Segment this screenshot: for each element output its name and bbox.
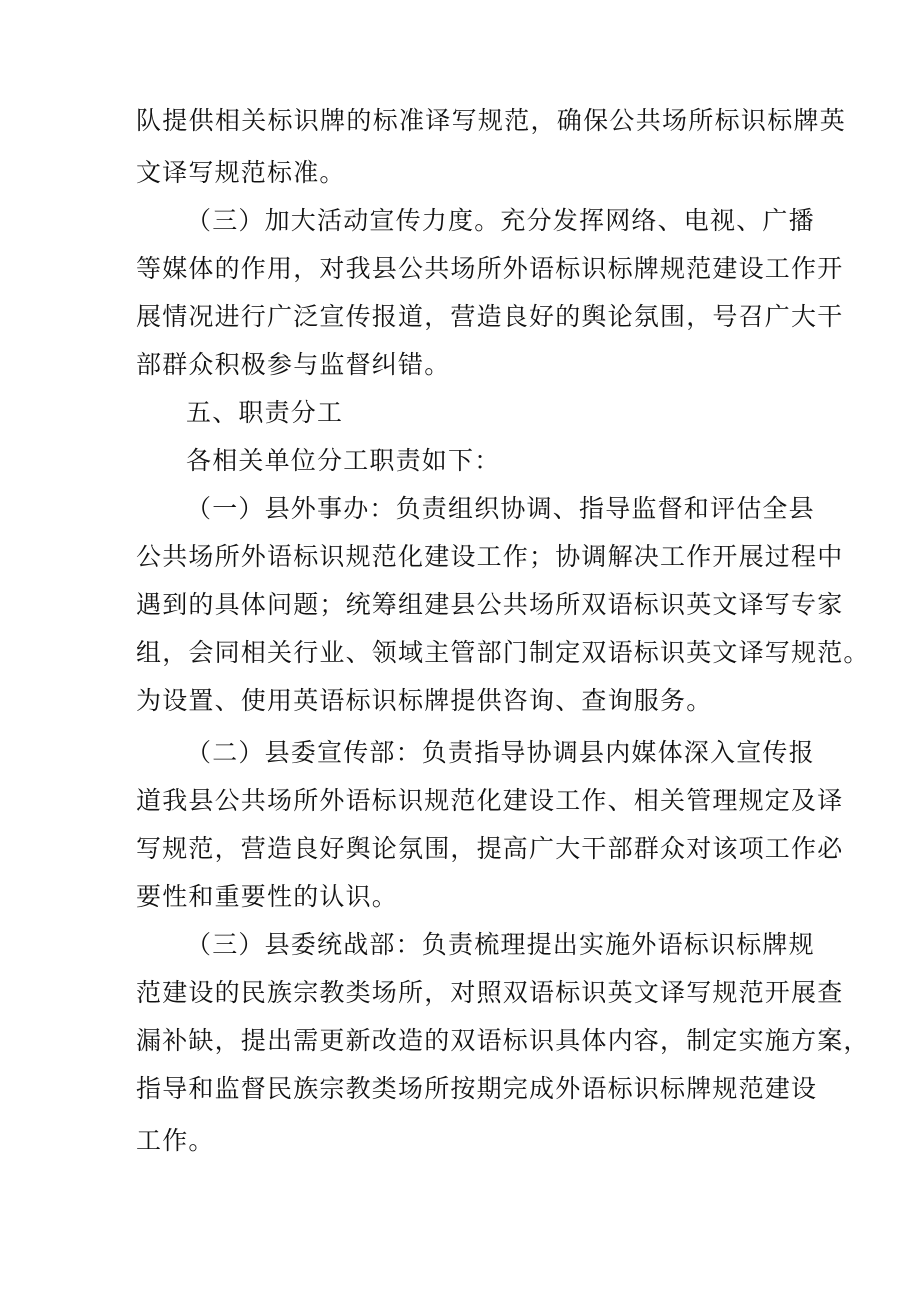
paragraph-line: 道我县公共场所外语标识规范化建设工作、相关管理规定及译 [136,786,844,815]
paragraph-line: （二）县委宣传部：负责指导协调县内媒体深入宣传报 [186,738,815,767]
paragraph-line: 要性和重要性的认识。 [136,882,399,911]
paragraph-line: 各相关单位分工职责如下： [186,446,501,475]
paragraph-line: （三）县委统战部：负责梳理提出实施外语标识标牌规 [186,930,815,959]
section-heading: 五、职责分工 [186,398,344,427]
paragraph-line: 公共场所外语标识规范化建设工作；协调解决工作开展过程中 [136,542,844,571]
paragraph-line: （三）加大活动宣传力度。充分发挥网络、电视、广播 [186,206,815,235]
paragraph-line: 为设置、使用英语标识标牌提供咨询、查询服务。 [136,686,713,715]
paragraph-line: 工作。 [136,1126,215,1155]
paragraph-line: 文译写规范标准。 [136,158,346,187]
paragraph-line: 队提供相关标识牌的标准译写规范，确保公共场所标识标牌英 [136,106,847,135]
paragraph-line: 范建设的民族宗教类场所，对照双语标识英文译写规范开展查 [136,978,844,1007]
paragraph-line: 指导和监督民族宗教类场所按期完成外语标识标牌规范建设 [136,1074,818,1103]
paragraph-line: 漏补缺，提出需更新改造的双语标识具体内容，制定实施方案， [136,1026,870,1055]
paragraph-line: 组，会同相关行业、领域主管部门制定双语标识英文译写规范。 [136,638,870,667]
paragraph-line: 写规范，营造良好舆论氛围，提高广大干部群众对该项工作必 [136,834,844,863]
paragraph-line: 展情况进行广泛宣传报道，营造良好的舆论氛围，号召广大干 [136,302,844,331]
paragraph-line: （一）县外事办：负责组织协调、指导监督和评估全县 [186,494,815,523]
paragraph-line: 遇到的具体问题；统筹组建县公共场所双语标识英文译写专家 [136,590,844,619]
paragraph-line: 等媒体的作用，对我县公共场所外语标识标牌规范建设工作开 [136,254,844,283]
paragraph-line: 部群众积极参与监督纠错。 [136,350,451,379]
